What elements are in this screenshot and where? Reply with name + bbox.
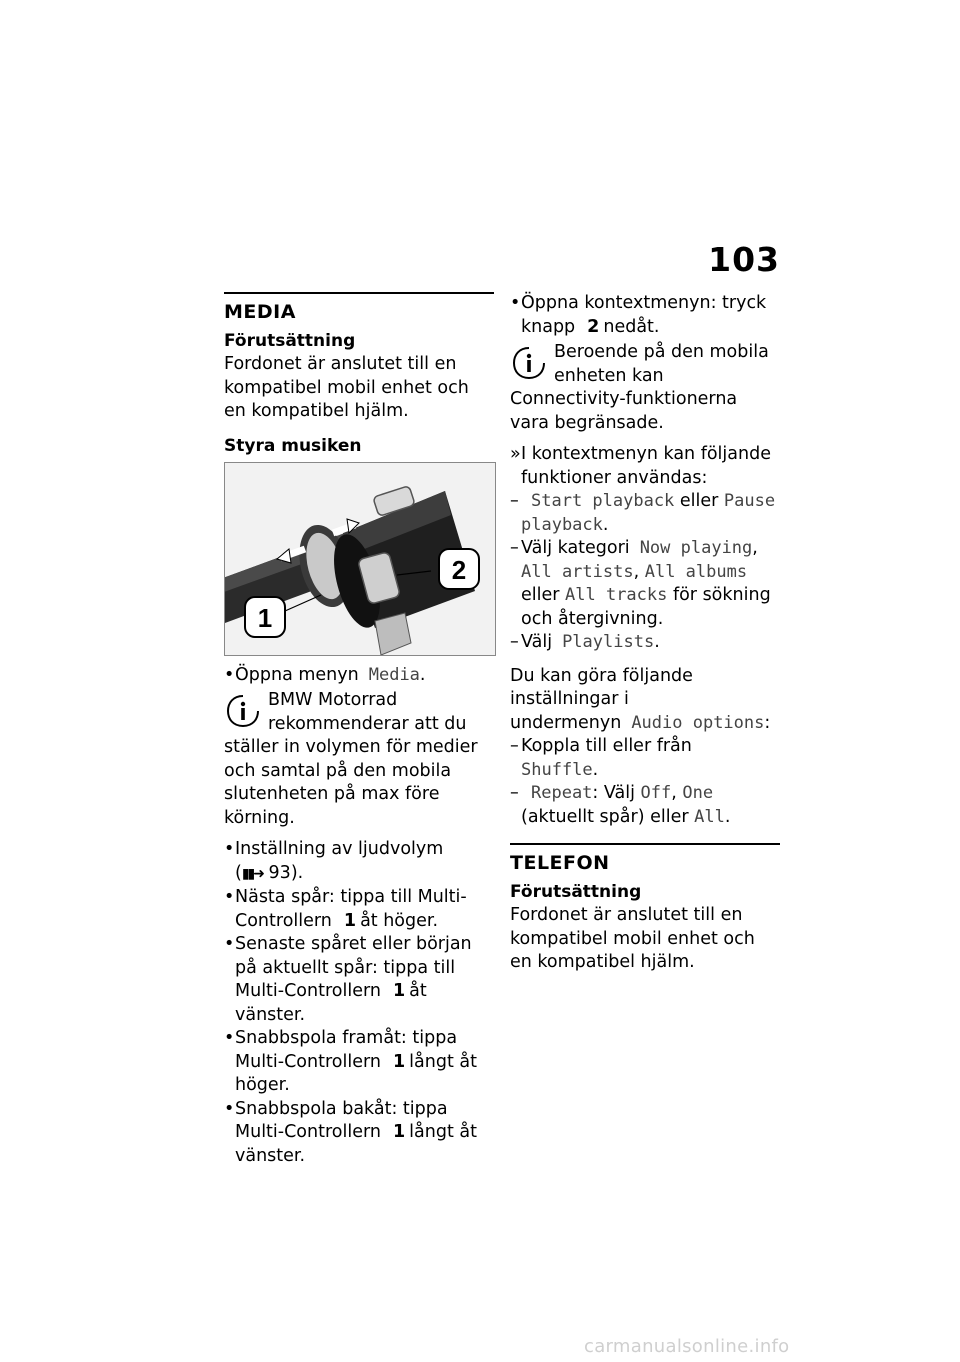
context-menu-list <box>510 292 780 339</box>
connector-text: : Välj <box>592 783 641 803</box>
list-item <box>510 537 780 631</box>
page-number: 103 <box>708 240 780 279</box>
list-item <box>224 838 494 886</box>
handlebar-illustration <box>225 463 495 655</box>
settings-text: Du kan göra följande inställningar i undermenyn <box>510 665 693 733</box>
list-item <box>510 631 780 655</box>
site-watermark: carmanualsonline.info <box>584 1336 790 1357</box>
list-item <box>510 490 780 537</box>
bullet-text: Nästa spår: tippa till Multi-Controllern <box>235 887 467 931</box>
callout-ref: 1 <box>392 1051 406 1072</box>
list-item <box>224 664 494 688</box>
bullet-text-end: nedåt. <box>603 316 660 337</box>
punct: , <box>752 538 758 558</box>
audio-options-list <box>510 735 780 829</box>
section-rule <box>224 292 494 294</box>
bullet-text: Välj kategori <box>521 538 630 558</box>
right-column <box>510 292 780 975</box>
info-icon <box>510 345 548 383</box>
media-menu-code: Media <box>368 664 420 685</box>
punct: : <box>764 712 771 733</box>
punct: , <box>671 783 683 803</box>
handlebar-controls-figure <box>224 462 496 656</box>
connectivity-note-text: Beroende på den mobila enheten kan Connectivity-funktionerna vara begränsade. <box>510 342 769 433</box>
callout-ref: 1 <box>392 981 406 1001</box>
list-item <box>224 1027 494 1098</box>
connector-text: eller <box>674 491 724 511</box>
list-item <box>224 886 494 933</box>
section-rule <box>510 843 780 845</box>
telefon-prereq-text: Fordonet är anslutet till en kompatibel mobil enhet och en kompatibel hjälm. <box>510 905 755 972</box>
result-marker: » <box>510 444 521 464</box>
media-prereq-text: Fordonet är anslutet till en kompatibel mobil enhet och en kompatibel hjälm. <box>224 354 469 421</box>
bullet-text-end: åt höger. <box>360 910 439 931</box>
all-code: All <box>694 806 725 827</box>
result-item <box>510 443 780 490</box>
media-actions-list <box>224 838 494 1168</box>
pause-playback-code: Pause playback <box>521 491 776 535</box>
all-artists-code: All artists <box>521 561 634 582</box>
list-item <box>224 933 494 1027</box>
connectivity-note <box>510 341 780 435</box>
shuffle-code: Shuffle <box>521 759 593 780</box>
punct: , <box>633 561 645 582</box>
xref-page: 93). <box>268 862 304 883</box>
bullet-text: Snabbspola framåt: tippa Multi-Controllern <box>235 1028 458 1072</box>
bullet-text: Koppla till eller från <box>521 736 692 756</box>
context-functions-list <box>510 490 780 655</box>
xref-open: ( <box>235 862 242 883</box>
one-code: One <box>682 783 714 803</box>
all-tracks-code: All tracks <box>565 585 668 605</box>
arrow-ref-icon: ▮▮➜ <box>241 865 263 882</box>
callout-ref: 2 <box>587 316 600 337</box>
result-text: I kontextmenyn kan följande funktioner användas: <box>521 444 771 488</box>
telefon-prereq-heading: Förutsättning <box>510 882 642 902</box>
playlists-code: Playlists <box>562 632 655 652</box>
bullet-text-end: långt åt vänster. <box>235 1122 477 1166</box>
punct: . <box>592 759 599 780</box>
callout-1-label: 1 <box>257 602 273 633</box>
connector-text: (aktuellt spår) eller <box>521 806 695 827</box>
styra-musiken-heading: Styra musiken <box>224 435 362 456</box>
left-column <box>224 292 494 1168</box>
audio-options-code: Audio options <box>631 712 765 733</box>
page-reference[interactable] <box>235 863 303 883</box>
bullet-text-end: långt åt höger. <box>235 1051 477 1095</box>
bullet-text: Inställning av ljudvolym <box>235 839 444 859</box>
open-menu-list <box>224 664 494 688</box>
volume-note <box>224 689 494 830</box>
connector-text: eller <box>521 585 566 605</box>
punct: . <box>602 514 609 535</box>
info-icon <box>224 693 262 731</box>
off-code: Off <box>640 783 672 803</box>
callout-ref: 1 <box>343 910 357 931</box>
all-albums-code: All albums <box>644 561 748 582</box>
list-item <box>224 1098 494 1169</box>
bullet-text: Välj <box>521 632 553 652</box>
list-item <box>510 782 780 829</box>
punct: . <box>724 806 731 827</box>
audio-options-intro <box>510 665 780 736</box>
bullet-text: Öppna menyn <box>235 664 359 685</box>
bullet-text: Snabbspola bakåt: tippa Multi-Controllern <box>235 1098 448 1142</box>
bullet-text: Senaste spåret eller början på aktuellt spår: tippa till Multi-Controllern <box>235 934 472 1001</box>
callout-2-label: 2 <box>451 554 467 585</box>
now-playing-code: Now playing <box>639 538 753 558</box>
punct: . <box>654 632 660 652</box>
media-heading: MEDIA <box>224 301 296 323</box>
callout-ref: 1 <box>392 1122 406 1142</box>
telefon-heading: TELEFON <box>510 852 610 874</box>
bullet-text-end: för sökning och återgivning. <box>521 585 771 629</box>
bullet-suffix: . <box>419 664 426 685</box>
list-item <box>510 735 780 782</box>
media-prereq-heading: Förutsättning <box>224 331 356 351</box>
list-item <box>510 292 780 339</box>
bullet-text: Öppna kontextmenyn: tryck knapp <box>521 293 767 337</box>
bullet-text-end: åt vänster. <box>235 981 427 1025</box>
start-playback-code: Start playback <box>531 491 675 511</box>
repeat-code: Repeat <box>531 783 593 803</box>
volume-note-text: BMW Motorrad rekommenderar att du ställer in volymen för medier och samtal på den mobila slutenheten på max före körning. <box>224 690 478 828</box>
